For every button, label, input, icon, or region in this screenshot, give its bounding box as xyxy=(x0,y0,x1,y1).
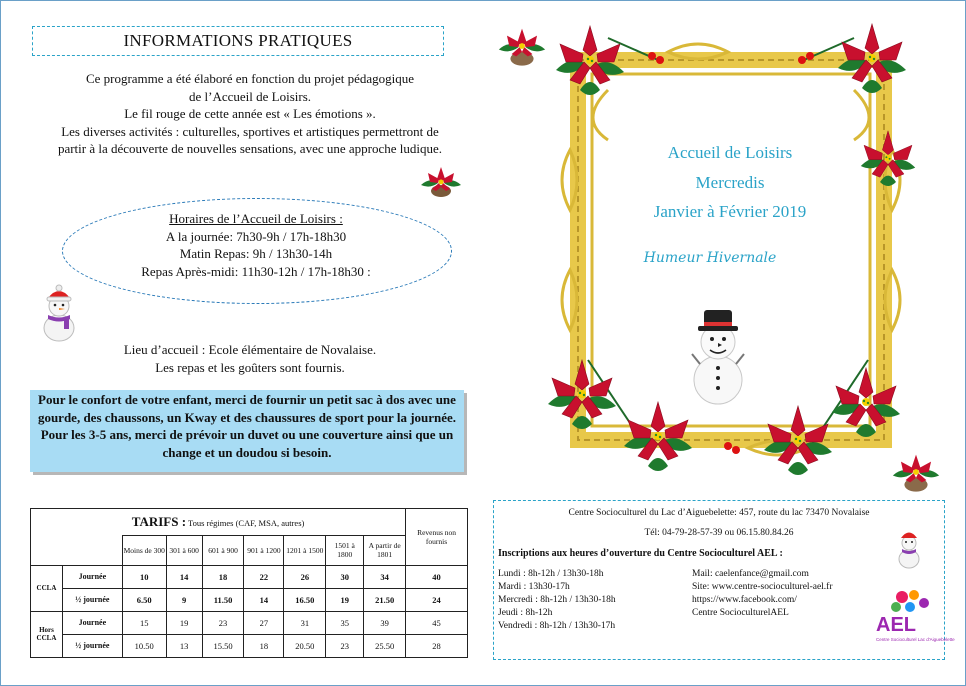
hours-block xyxy=(62,210,450,280)
tarif-cell: 40 xyxy=(406,565,468,588)
tarif-cell: 45 xyxy=(406,611,468,634)
tarif-cell: 18 xyxy=(244,634,284,657)
contact-address: Centre Socioculturel du Lac d’Aiguebelette: 457, route du lac 73470 Novalaise xyxy=(568,508,870,518)
tarif-row-label: ½ journée xyxy=(62,634,122,657)
tarif-cell: 39 xyxy=(364,611,406,634)
ael-logo-tagline: Centre Socioculturel Lac d'Aiguebelette xyxy=(876,637,955,642)
opening-hours-line: Vendredi : 8h-12h / 13h30-17h xyxy=(498,621,616,631)
intro-line: Le fil rouge de cette année est « Les émotions ». xyxy=(124,106,376,121)
intro-line: Ce programme a été élaboré en fonction du projet pédagogique xyxy=(85,71,415,86)
opening-hours-line: Mardi : 13h30-17h xyxy=(498,582,570,592)
tarif-col-header: Moins de 300 xyxy=(122,536,166,565)
info-title-text: INFORMATIONS PRATIQUES xyxy=(123,31,353,50)
intro-paragraph xyxy=(30,70,470,158)
notice-box xyxy=(30,390,464,472)
tarif-subtitle: Tous régimes (CAF, MSA, autres) xyxy=(188,518,305,529)
card-title xyxy=(560,138,900,227)
contact-phone: Tél: 04-79-28-57-39 ou 06.15.80.84.26 xyxy=(644,528,794,538)
facebook-page-name: Centre SocioculturelAEL xyxy=(692,608,789,618)
poinsettia-icon xyxy=(888,450,944,494)
snowman-icon xyxy=(894,529,924,569)
tarif-col-header: A partir de 1801 xyxy=(364,536,406,565)
hours-line: Repas Après-midi: 11h30-12h / 17h-18h30 : xyxy=(141,263,371,279)
contact-box xyxy=(493,500,955,660)
ael-logo xyxy=(872,585,955,651)
tarif-col-header: 901 à 1200 xyxy=(244,536,284,565)
tarif-col-header: Revenus non fournis xyxy=(406,509,468,566)
tarif-table xyxy=(30,508,468,658)
tarif-row-label: Journée xyxy=(62,565,122,588)
tarif-cell: 6.50 xyxy=(122,588,166,611)
tarif-corner xyxy=(31,536,123,565)
card-title-line: Mercredis xyxy=(695,172,765,192)
table-row xyxy=(31,588,468,611)
meals-line: Les repas et les goûters sont fournis. xyxy=(155,359,345,375)
tarif-cell: 19 xyxy=(326,588,364,611)
tarif-cell: 28 xyxy=(406,634,468,657)
tarif-cell: 31 xyxy=(284,611,326,634)
tarif-cell: 18 xyxy=(202,565,244,588)
tarif-header xyxy=(31,509,406,536)
tarif-cell: 15.50 xyxy=(202,634,244,657)
tarif-cell: 13 xyxy=(166,634,202,657)
intro-line: Les diverses activités : culturelles, sportives et artistiques permettront de xyxy=(61,123,439,139)
tarif-group-label: Hors CCLA xyxy=(31,611,63,657)
tarif-cell: 24 xyxy=(406,588,468,611)
tarif-cell: 23 xyxy=(202,611,244,634)
intro-line: de l’Accueil de Loisirs. xyxy=(188,88,311,104)
tarif-cell: 25.50 xyxy=(364,634,406,657)
tarif-cell: 14 xyxy=(166,565,202,588)
website-link[interactable]: Site: www.centre-socioculturel-ael.fr xyxy=(692,582,833,592)
ael-logo-text: AEL xyxy=(876,614,916,636)
facebook-link[interactable]: https://www.facebook.com/ xyxy=(692,595,797,605)
tarif-cell: 10.50 xyxy=(122,634,166,657)
tarif-row-label: Journée xyxy=(62,611,122,634)
tarif-cell: 16.50 xyxy=(284,588,326,611)
tarif-cell: 15 xyxy=(122,611,166,634)
info-title xyxy=(32,26,444,56)
card-theme: Humeur Hivernale xyxy=(643,250,777,266)
tarif-cell: 34 xyxy=(364,565,406,588)
opening-hours-line: Jeudi : 8h-12h xyxy=(498,608,553,618)
contact-links xyxy=(692,568,833,620)
tarif-col-header: 301 à 600 xyxy=(166,536,202,565)
tarif-cell: 20.50 xyxy=(284,634,326,657)
tarif-cell: 10 xyxy=(122,565,166,588)
table-row xyxy=(31,565,468,588)
snowman-icon xyxy=(36,284,82,344)
contact-heading: Inscriptions aux heures d’ouverture du Centre Socioculturel AEL : xyxy=(498,548,783,559)
hours-title: Horaires de l’Accueil de Loisirs : xyxy=(169,211,343,226)
tarif-row-label: ½ journée xyxy=(62,588,122,611)
opening-hours-line: Mercredi : 8h-12h / 13h30-18h xyxy=(498,595,616,605)
tarif-cell: 23 xyxy=(326,634,364,657)
tarif-cell: 27 xyxy=(244,611,284,634)
tarif-cell: 21.50 xyxy=(364,588,406,611)
location-line: Lieu d’accueil : Ecole élémentaire de Novalaise. xyxy=(123,342,377,357)
card-title-line: Accueil de Loisirs xyxy=(667,143,793,162)
notice-text: Pour le confort de votre enfant, merci de fournir un petit sac à dos avec une gourde, des chaussons, un Kway et des chaussures de sport pour la journée. Pour les 3-5 ans, merci de prévoir un duvet ou une couverture ainsi que un change et un doudou si besoin. xyxy=(37,392,457,460)
poinsettia-icon xyxy=(494,24,550,68)
card-title-line: Janvier à Février 2019 xyxy=(653,202,807,221)
tarif-cell: 22 xyxy=(244,565,284,588)
tarif-title: TARIFS : xyxy=(131,514,187,530)
tarif-col-header: 1201 à 1500 xyxy=(284,536,326,565)
tarif-cell: 14 xyxy=(244,588,284,611)
opening-hours-line: Lundi : 8h-12h / 13h30-18h xyxy=(498,569,604,579)
hours-line: Matin Repas: 9h / 13h30-14h xyxy=(179,246,333,261)
intro-line: partir à la découverte de nouvelles sensations, avec une approche ludique. xyxy=(57,141,443,156)
snowman-icon xyxy=(686,306,750,406)
poinsettia-icon xyxy=(418,163,464,201)
tarif-cell: 19 xyxy=(166,611,202,634)
tarif-cell: 30 xyxy=(326,565,364,588)
tarif-cell: 11.50 xyxy=(202,588,244,611)
table-row xyxy=(31,611,468,634)
tarif-col-header: 601 à 900 xyxy=(202,536,244,565)
location-block xyxy=(40,341,460,376)
tarif-group-label: CCLA xyxy=(31,565,63,611)
tarif-col-header: 1501 à 1800 xyxy=(326,536,364,565)
hours-line: A la journée: 7h30-9h / 17h-18h30 xyxy=(165,228,347,244)
opening-hours xyxy=(498,568,616,633)
table-row xyxy=(31,634,468,657)
mail-link[interactable]: Mail: caelenfance@gmail.com xyxy=(692,569,809,579)
tarif-cell: 9 xyxy=(166,588,202,611)
tarif-cell: 26 xyxy=(284,565,326,588)
tarif-cell: 35 xyxy=(326,611,364,634)
